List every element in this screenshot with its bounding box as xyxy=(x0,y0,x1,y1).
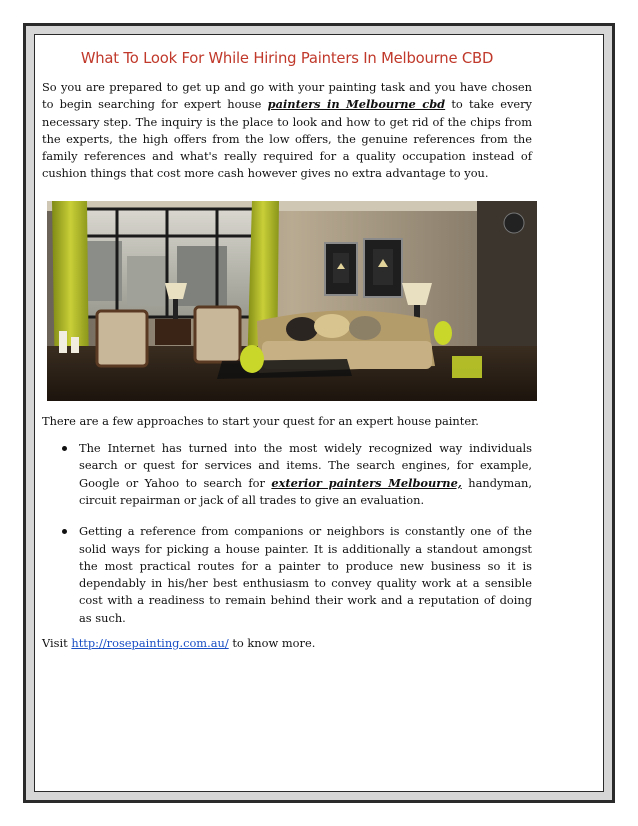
rosepainting-url-link[interactable]: http://rosepainting.com.au/ xyxy=(71,636,229,651)
painters-melbourne-cbd-link[interactable]: painters in Melbourne cbd xyxy=(267,97,446,112)
living-room-photo xyxy=(47,201,537,401)
bullet-icon xyxy=(62,446,67,451)
para1-text-before: So you are prepared to get up and go with your painting task and you have chosen to begin searching for expert house xyxy=(42,80,532,112)
bullet2-text: Getting a reference from companions or neighbors is constantly one of the solid ways for picking a house painter. It is additionally a standout amongst the most practical routes for a painter to produce new business so it is dependably in his/her best enthusiasm to convey quality work at a sensible cost with a readiness to remain behind their work and a reputation of doing as such. xyxy=(79,524,532,625)
approaches-list xyxy=(42,440,532,627)
bullet1-text-before: The Internet has turned into the most widely recognized way individuals search or quest for services and items. The search engines, for example, Google or Yahoo to search for xyxy=(79,441,532,490)
list-item xyxy=(42,440,532,509)
approaches-intro: There are a few approaches to start your quest for an expert house painter. xyxy=(42,413,479,428)
intro-paragraph xyxy=(42,79,532,183)
bullet1-text-after: handyman, circuit repairman or jack of all trades to give an evaluation. xyxy=(79,475,532,507)
page-title: What To Look For While Hiring Painters In Melbourne CBD xyxy=(80,50,494,67)
exterior-painters-link[interactable]: exterior painters Melbourne, xyxy=(271,475,462,490)
visit-prefix: Visit xyxy=(42,636,72,651)
list-item xyxy=(42,523,532,627)
visit-suffix: to know more. xyxy=(228,636,316,651)
para1-text-after: to take every necessary step. The inquiry is the place to look and how to get rid of the chips from the experts, the high offers from the low offers, the genuine references from the family references and what's really required for a quality occupation instead of cushion things that cost more cash however gives no extra advantage to you. xyxy=(42,97,532,181)
visit-line xyxy=(42,635,532,652)
document-content xyxy=(42,50,532,652)
bullet-icon xyxy=(62,529,67,534)
